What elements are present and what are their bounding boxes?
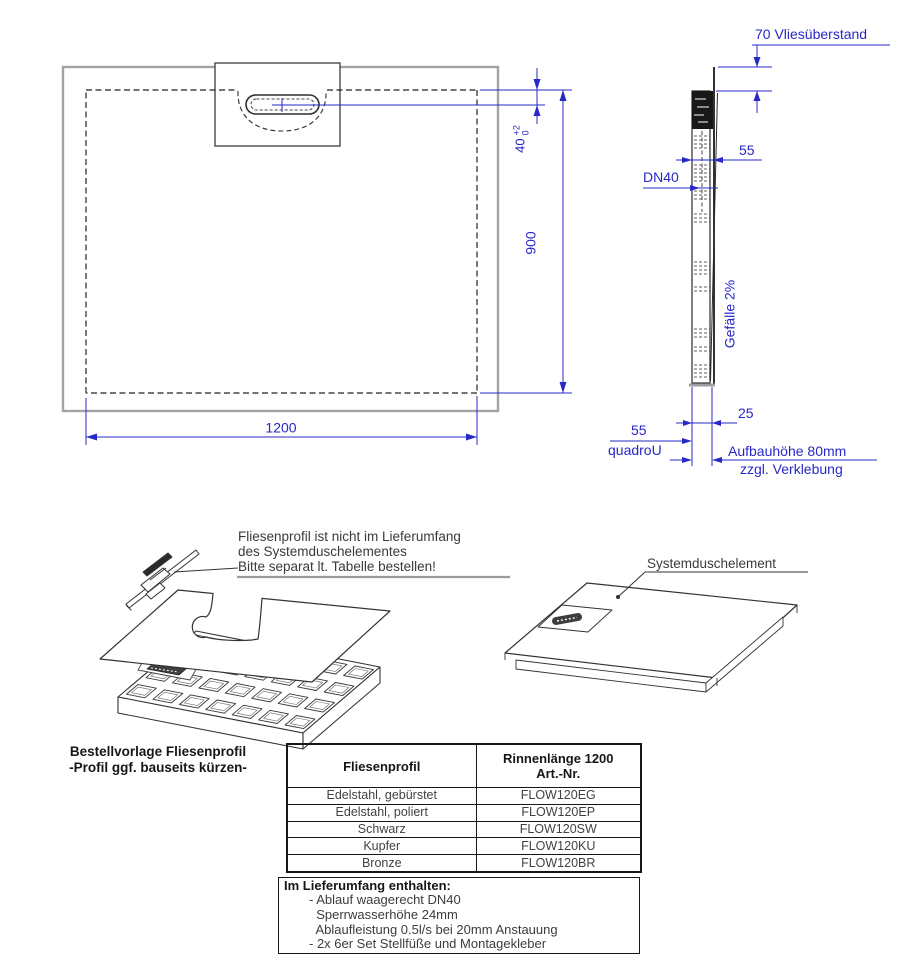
order-title-line1: Bestellvorlage Fliesenprofil [69, 744, 247, 759]
artnr-cell: FLOW120KU [476, 838, 641, 855]
buildup-height-label2: zzgl. Verklebung [740, 461, 843, 477]
scope-item: Sperrwasserhöhe 24mm [309, 906, 458, 922]
artnr-cell: FLOW120EP [476, 804, 641, 821]
scope-title: Im Lieferumfang enthalten: [284, 878, 451, 893]
dim-25-bottom: 25 [738, 405, 754, 421]
artnr-cell: FLOW120SW [476, 821, 641, 838]
table-header-row [287, 744, 641, 788]
fleece-overhang-label: 70 Vliesüberstand [755, 26, 868, 42]
profile-note-line1: Fliesenprofil ist nicht im Lieferumfang [238, 529, 461, 544]
scope-item: - Ablauf waagerecht DN40 [309, 892, 461, 907]
profile-cell: Edelstahl, gebürstet [287, 788, 476, 805]
dim-55-bottom: 55 [631, 422, 647, 438]
col-header-artnr: Rinnenlänge 1200 Art.-Nr. [476, 744, 641, 788]
scope-item: - 2x 6er Set Stellfüße und Montagekleber [309, 936, 547, 952]
element-label: Systemduschelement [647, 556, 777, 571]
plan-view [63, 63, 572, 445]
profile-cell: Schwarz [287, 821, 476, 838]
col-header-profile: Fliesenprofil [287, 744, 476, 788]
profile-cell: Edelstahl, poliert [287, 804, 476, 821]
profile-cell: Bronze [287, 855, 476, 872]
table-row [287, 821, 641, 838]
dim-55-top: 55 [739, 142, 755, 158]
artnr-cell: FLOW120EG [476, 788, 641, 805]
table-row [287, 838, 641, 855]
dim-40-value: 40 [512, 138, 528, 153]
dim-width-1200: 1200 [265, 419, 297, 436]
section-view [610, 45, 890, 466]
dim-height-900: 900 [522, 231, 539, 255]
order-title [52, 744, 264, 775]
table-row [287, 855, 641, 872]
table-row [287, 804, 641, 821]
dim-drain-offset-40 [512, 125, 529, 153]
exploded-view [100, 550, 510, 749]
drain-dn40-label: DN40 [643, 169, 679, 185]
profile-note-line2: des Systemduschelementes [238, 544, 407, 559]
scope-item: Ablaufleistung 0.5l/s bei 20mm Anstauung [309, 921, 558, 937]
element-view [505, 572, 808, 692]
scope-of-delivery-box [278, 877, 640, 954]
artnr-cell: FLOW120BR [476, 855, 641, 872]
dim-40-tolerance: +2 0 [511, 125, 531, 136]
slope-label: Gefälle 2% [721, 279, 738, 349]
drain-cover [556, 617, 578, 621]
profile-cell: Kupfer [287, 838, 476, 855]
profile-note-line3: Bitte separat lt. Tabelle bestellen! [238, 559, 436, 574]
order-table [286, 743, 642, 873]
drain-hatch-block [692, 91, 713, 129]
buildup-height-label: Aufbauhöhe 80mm [728, 443, 847, 459]
order-title-line2: -Profil ggf. bauseits kürzen- [69, 759, 247, 775]
system-quadrou-label: quadroU [608, 442, 662, 458]
table-row [287, 788, 641, 805]
